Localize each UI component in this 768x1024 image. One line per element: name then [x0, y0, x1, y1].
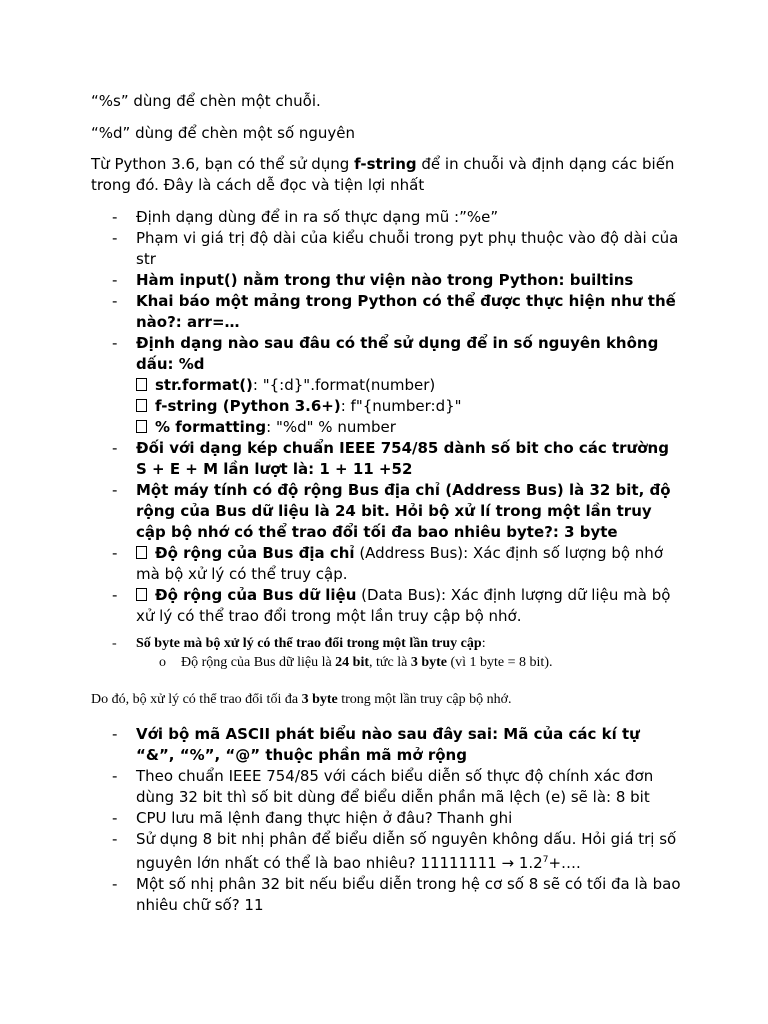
bold-label: % formatting — [155, 418, 267, 436]
list-item — [0, 874, 681, 916]
list-item — [0, 585, 681, 627]
list-item-text: (Data Bus): Xác định lượng dữ liệu mà bộ xử lý có thể trao đổi trong một lần truy cập bộ nhớ. — [136, 586, 671, 625]
list-item-text: Số byte mà bộ xử lý có thể trao đổi trong một lần truy cập — [136, 636, 482, 651]
bold-label: f-string (Python 3.6+) — [155, 397, 341, 415]
paragraph-percent-d: “%d” dùng để chèn một số nguyên — [91, 124, 356, 142]
missing-glyph-icon — [136, 588, 147, 601]
list-dash: - — [112, 809, 118, 827]
serif-list — [0, 634, 768, 672]
list-item — [0, 829, 681, 874]
list-item — [0, 766, 681, 808]
missing-glyph-icon — [136, 546, 147, 559]
list-dash: - — [112, 481, 118, 499]
list-dash: - — [112, 334, 118, 352]
list-item — [0, 480, 681, 543]
list-item-text: CPU lưu mã lệnh đang thực hiện ở đâu? Thanh ghi — [136, 809, 513, 827]
paragraph-fstring — [91, 154, 691, 196]
list-item-colon: : — [481, 636, 486, 651]
list-item-text: Phạm vi giá trị độ dài của kiểu chuỗi trong pyt phụ thuộc vào độ dài của str — [136, 229, 679, 268]
list-dash: - — [112, 875, 118, 893]
list-item-text: Định dạng dùng để in ra số thực dạng mũ :”%e” — [136, 208, 499, 226]
sub-text-a: Độ rộng của Bus dữ liệu là — [181, 655, 336, 670]
list-item-text: (Address Bus): Xác định số lượng bộ nhớ mà bộ xử lý có thể truy cập. — [136, 544, 663, 583]
list-item — [0, 634, 681, 653]
list-item-text-tail: +…. — [548, 854, 581, 872]
missing-glyph-icon — [136, 399, 147, 412]
list-dash: - — [112, 229, 118, 247]
question-list-1 — [0, 207, 768, 627]
sub-list-item — [0, 653, 726, 672]
list-item-text: Theo chuẩn IEEE 754/85 với cách biểu diễn số thực độ chính xác đơn dùng 32 bit thì số bit dùng để biểu diễn phần mã lệch (e) sẽ là: 8 bit — [136, 767, 654, 806]
bold-label: Độ rộng của Bus địa chỉ — [155, 544, 355, 562]
list-item — [0, 207, 681, 228]
list-dash: - — [112, 271, 118, 289]
list-item — [0, 543, 681, 585]
fstring-text-a: Từ Python 3.6, bạn có thể sử dụng — [91, 155, 355, 173]
question-list-2 — [0, 724, 768, 916]
missing-glyph-icon — [136, 378, 147, 391]
list-item — [0, 417, 681, 438]
sub-text-c: , tức là — [369, 655, 411, 670]
sub-bold-d: 3 byte — [410, 655, 447, 670]
list-item — [0, 333, 681, 375]
sub-text-e: (vì 1 byte = 8 bit). — [446, 655, 553, 670]
serif-paragraph-bold: 3 byte — [301, 692, 338, 707]
list-dash: - — [112, 636, 117, 651]
list-item-text: Sử dụng 8 bit nhị phân để biểu diễn số nguyên không dấu. Hỏi giá trị số nguyên lớn nhất có thể là bao nhiêu? 11111111 → 1.2 — [136, 830, 677, 872]
list-item — [0, 724, 681, 766]
list-item-text: Hàm input() nằm trong thư viện nào trong Python: builtins — [136, 271, 634, 289]
list-item — [0, 438, 681, 480]
list-item-text: : "%d" % number — [266, 418, 396, 436]
list-item — [0, 228, 681, 270]
list-dash: - — [112, 725, 118, 743]
missing-glyph-icon — [136, 420, 147, 433]
fstring-bold: f-string — [354, 155, 417, 173]
list-item — [0, 270, 681, 291]
sub-bold-b: 24 bit — [335, 655, 370, 670]
list-dash: - — [112, 767, 118, 785]
fstring-text-c: để in chuỗi và định dạng các biến trong đó. Đây là cách dễ đọc và tiện lợi nhất — [91, 155, 675, 194]
list-dash: - — [112, 292, 118, 310]
list-dash: - — [112, 544, 118, 562]
list-dash: - — [112, 830, 118, 848]
list-dash: - — [112, 586, 118, 604]
list-item-text: : "{:d}".format(number) — [252, 376, 436, 394]
list-item-text: Một số nhị phân 32 bit nếu biểu diễn trong hệ cơ số 8 sẽ có tối đa là bao nhiêu chữ số? 11 — [136, 875, 681, 914]
list-item-text: Khai báo một mảng trong Python có thể được thực hiện như thế nào?: arr=… — [136, 292, 676, 331]
list-dash: - — [112, 439, 118, 457]
serif-paragraph-a: Do đó, bộ xử lý có thể trao đổi tối đa — [91, 692, 302, 707]
paragraph-percent-s: “%s” dùng để chèn một chuỗi. — [91, 92, 321, 110]
list-item-text: Đối với dạng kép chuẩn IEEE 754/85 dành số bit cho các trường S + E + M lần lượt là: 1 + 11 +52 — [136, 439, 669, 478]
list-item — [0, 396, 681, 417]
serif-paragraph-c: trong một lần truy cập bộ nhớ. — [337, 692, 512, 707]
bold-label: str.format() — [155, 376, 253, 394]
list-item — [0, 291, 681, 333]
serif-paragraph — [91, 689, 691, 710]
sub-list-marker: o — [159, 655, 166, 670]
list-item — [0, 808, 681, 829]
list-item-text: Với bộ mã ASCII phát biểu nào sau đây sai: Mã của các kí tự “&”, “%”, “@” thuộc phần mã mở rộng — [136, 725, 640, 764]
list-item-text: Định dạng nào sau đâu có thể sử dụng để in số nguyên không dấu: %d — [136, 334, 659, 373]
list-dash: - — [112, 208, 118, 226]
list-item-text: : f"{number:d}" — [340, 397, 462, 415]
bold-label: Độ rộng của Bus dữ liệu — [155, 586, 357, 604]
superscript: 7 — [542, 855, 549, 865]
list-item-text: Một máy tính có độ rộng Bus địa chỉ (Address Bus) là 32 bit, độ rộng của Bus dữ liệu là 24 bit. Hỏi bộ xử lí trong một lần truy cập bộ nhớ có thể trao đổi tối đa bao nhiêu byte?: 3 byte — [136, 481, 671, 541]
list-item — [0, 375, 681, 396]
